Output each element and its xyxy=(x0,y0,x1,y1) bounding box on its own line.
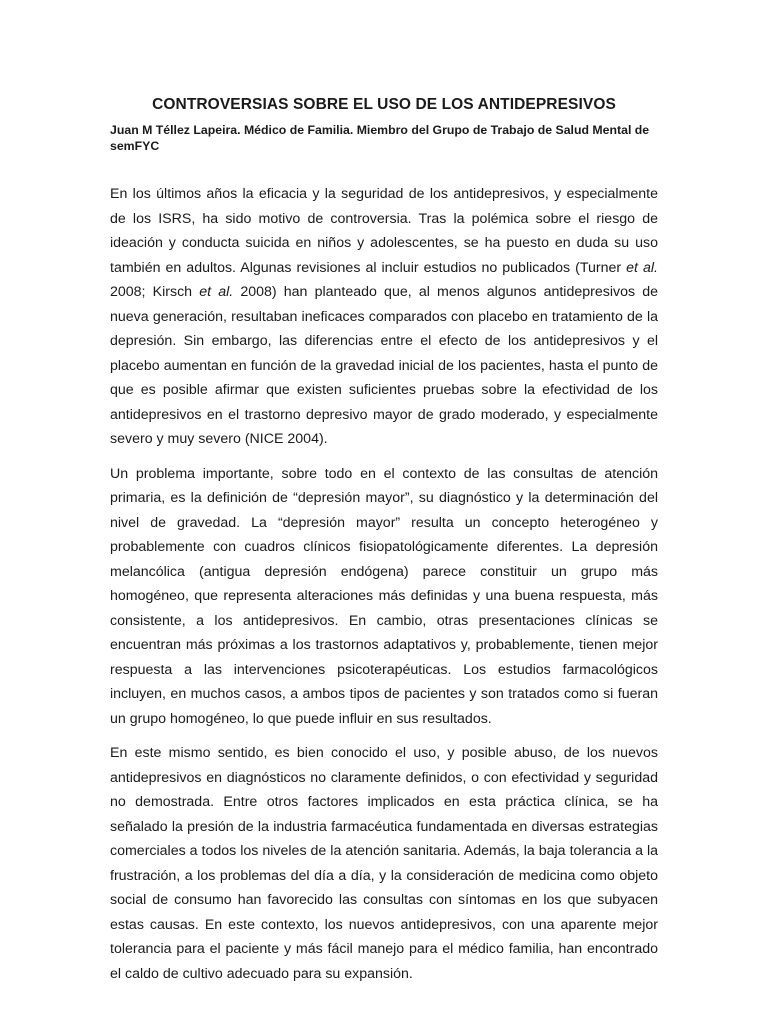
author-line: Juan M Téllez Lapeira. Médico de Familia. Miembro del Grupo de Trabajo de Salud Mental de semFYC xyxy=(110,123,650,153)
paragraph-1-text-a: En los últimos años la eficacia y la seguridad de los antidepresivos, y especialmente de los ISRS, ha sido motivo de controversia. Tras la polémica sobre el riesgo de ideación y conducta suicida en niños y adolescentes, se ha puesto en duda su uso también en adultos. Algunas revisiones al incluir estudios no publicados (Turner xyxy=(110,186,658,276)
document-body xyxy=(110,182,658,996)
document-title: CONTROVERSIAS SOBRE EL USO DE LOS ANTIDEPRESIVOS xyxy=(152,96,616,113)
paragraph-1-text-b: 2008; Kirsch xyxy=(110,284,200,300)
paragraph-1-text-c: 2008) han planteado que, al menos algunos antidepresivos de nueva generación, resultaban ineficaces comparados con placebo en tratamiento de la depresión. Sin embargo, las diferencias entre el efecto de los antidepresivos y el placebo aumentan en función de la gravedad inicial de los pacientes, hasta el punto de que es posible afirmar que existen suficientes pruebas sobre la efectividad de los antidepresivos en el trastorno depresivo mayor de grado moderado, y especialmente severo y muy severo (NICE 2004). xyxy=(110,284,658,447)
citation-et-al: et al. xyxy=(199,284,234,300)
paragraph-1 xyxy=(110,182,658,452)
citation-et-al: et al. xyxy=(626,259,659,276)
paragraph-3: En este mismo sentido, es bien conocido el uso, y posible abuso, de los nuevos antidepresivos en diagnósticos no claramente definidos, o con efectividad y seguridad no demostrada. Entre otros factores implicados en esta práctica clínica, se ha señalado la presión de la industria farmacéutica fundamentada en diversas estrategias comerciales a todos los niveles de la atención sanitaria. Además, la baja tolerancia a la frustración, a los problemas del día a día, y la consideración de medicina como objeto social de consumo han favorecido las consultas con síntomas en los que subyacen estas causas. En este contexto, los nuevos antidepresivos, con una aparente mejor tolerancia para el paciente y más fácil manejo para el médico familia, han encontrado el caldo de cultivo adecuado para su expansión. xyxy=(110,745,658,982)
paragraph-2: Un problema importante, sobre todo en el contexto de las consultas de atención primaria, es la definición de “depresión mayor”, su diagnóstico y la determinación del nivel de gravedad. La “depresión mayor” resulta un concepto heterogéneo y probablemente con cuadros clínicos fisiopatológicamente diferentes. La depresión melancólica (antigua depresión endógena) parece constituir un grupo más homogéneo, que representa alteraciones más definidas y una buena respuesta, más consistente, a los antidepresivos. En cambio, otras presentaciones clínicas se encuentran más próximas a los trastornos adaptativos y, probablemente, tienen mejor respuesta a las intervenciones psicoterapéuticas. Los estudios farmacológicos incluyen, en muchos casos, a ambos tipos de pacientes y son tratados como si fueran un grupo homogéneo, lo que puede influir en sus resultados. xyxy=(110,465,658,727)
